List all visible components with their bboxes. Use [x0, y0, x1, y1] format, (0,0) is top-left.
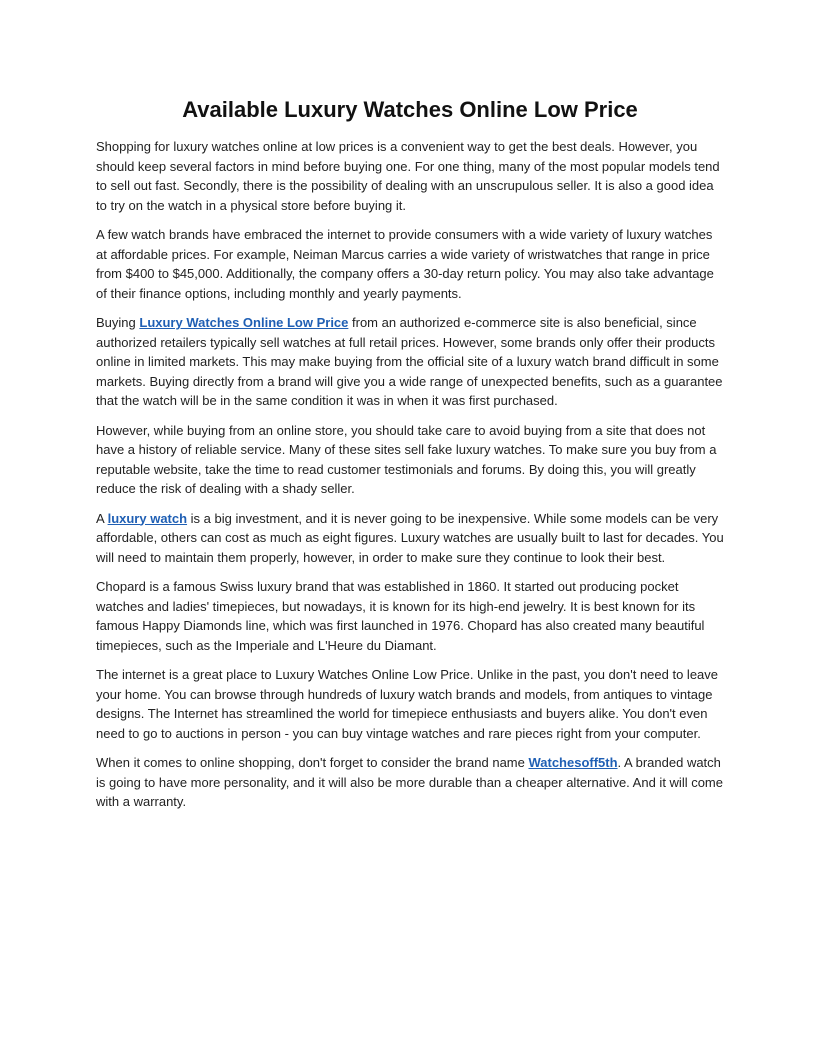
- paragraph-1: Shopping for luxury watches online at low prices is a convenient way to get the best deals. However, you should keep several factors in mind before buying one. For one thing, many of the most popular models tend to sell out fast. Secondly, there is the possibility of dealing with an unscrupulous seller. It is also a good idea to try on the watch in a physical store before buying it.: [96, 139, 720, 213]
- luxury-watch-link[interactable]: luxury watch: [107, 510, 188, 526]
- paragraph-5-text-after: is a big investment, and it is never going to be inexpensive. While some models can be very affordable, others can cost as much as eight figures. Luxury watches are usually built to last for decades. You will need to maintain them properly, however, in order to make sure they continue to look their best.: [96, 510, 724, 565]
- paragraph-8-text-after: . A branded watch is going to have more personality, and it will also be more durable than a cheaper alternative. And it will come with a warranty.: [96, 755, 723, 809]
- luxury-watches-online-low-price-link[interactable]: Luxury Watches Online Low Price: [139, 315, 349, 330]
- paragraph-6: Chopard is a famous Swiss luxury brand that was established in 1860. It started out producing pocket watches and ladies' timepieces, but nowadays, it is known for its high-end jewelry. It is best known for its famous Happy Diamonds line, which was first launched in 1976. Chopard has also created many beautiful timepieces, such as the Imperiale and L'Heure du Diamant.: [96, 579, 705, 653]
- page-title: Available Luxury Watches Online Low Price: [182, 97, 638, 122]
- paragraph-3-text-before: Buying: [96, 315, 140, 330]
- paragraph-2: A few watch brands have embraced the internet to provide consumers with a wide variety of luxury watches at affordable prices. For example, Neiman Marcus carries a wide variety of wristwatches that range in price from $400 to $45,000. Additionally, the company offers a 30-day return policy. You may also take advantage of their finance options, including monthly and yearly payments.: [96, 227, 714, 301]
- document-page: [96, 95, 724, 822]
- paragraph-5: [96, 509, 724, 568]
- paragraph-5-text-before: A: [96, 510, 108, 526]
- paragraph-4: However, while buying from an online store, you should take care to avoid buying from a site that does not have a history of reliable service. Many of these sites sell fake luxury watches. To make sure you buy from a reputable website, take the time to read customer testimonials and forums. By doing this, you will greatly reduce the risk of dealing with a shady seller.: [96, 422, 717, 496]
- paragraph-3: [96, 313, 724, 411]
- paragraph-8-text-before: When it comes to online shopping, don't forget to consider the brand name: [96, 755, 529, 770]
- watchesoff5th-link[interactable]: Watchesoff5th: [528, 755, 618, 770]
- paragraph-7: The internet is a great place to Luxury Watches Online Low Price. Unlike in the past, you don't need to leave your home. You can browse through hundreds of luxury watch brands and models, from antiques to vintage designs. The Internet has streamlined the world for timepiece enthusiasts and buyers alike. You don't even need to go to auctions in person - you can buy vintage watches and rare pieces right from your computer.: [96, 667, 719, 741]
- paragraph-3-text-after: from an authorized e-commerce site is also beneficial, since authorized retailers typically sell watches at full retail prices. However, some brands only offer their products online in limited markets. This may make buying from the official site of a luxury watch brand difficult in some markets. Buying directly from a brand will give you a wide range of unexpected benefits, such as a guarantee that the watch will be in the same condition it was in when it was first purchased.: [96, 315, 723, 408]
- paragraph-8: [96, 753, 724, 812]
